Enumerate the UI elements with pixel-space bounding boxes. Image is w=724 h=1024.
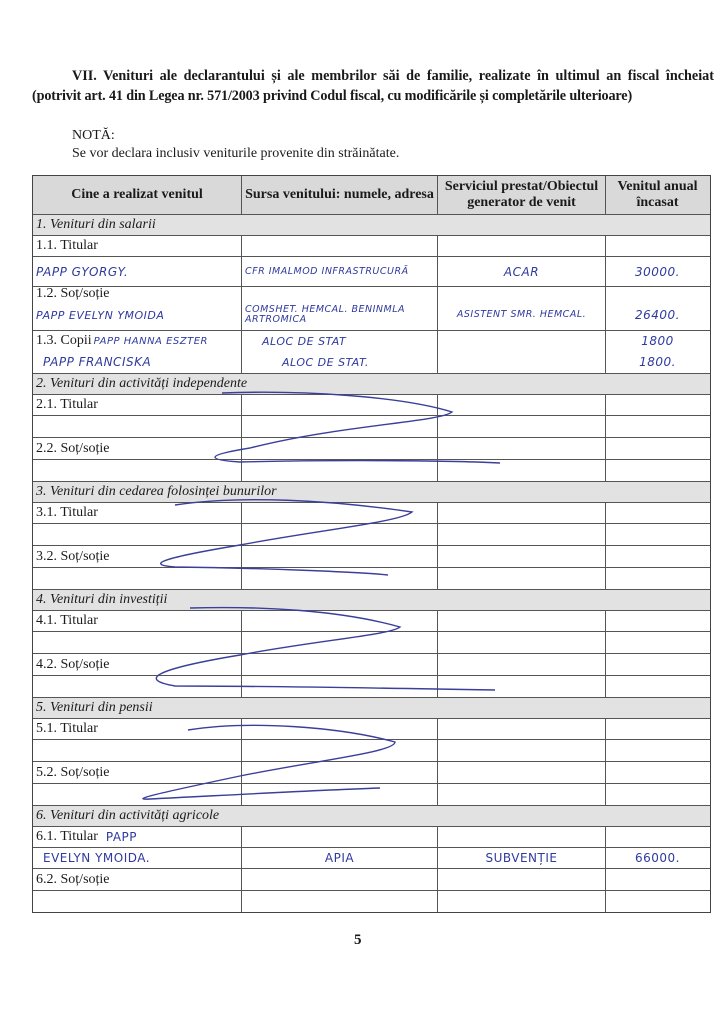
header-amount: Venitul anual încasat [605, 176, 709, 214]
table-row [33, 502, 710, 523]
table-row [33, 394, 710, 415]
section-title-agricultural: 6. Venituri din activități agricole [33, 805, 710, 826]
table-row [33, 286, 710, 300]
row-label: 6.2. Soț/soție [36, 871, 110, 887]
table-row [33, 567, 710, 589]
child-1-source[interactable]: ALOC DE STAT [241, 331, 437, 351]
agri-service[interactable]: SUBVENȚIE [437, 848, 605, 868]
section-title-independent: 2. Venituri din activități independente [33, 373, 710, 394]
agri-titular-name-part1[interactable]: PAPP [105, 830, 138, 844]
table-row [33, 631, 710, 653]
table-row [33, 890, 710, 912]
table-row [33, 826, 710, 847]
table-row [33, 256, 710, 286]
section-title-property-use: 3. Venituri din cedarea folosinței bunurilor [33, 481, 710, 502]
header-service: Serviciul prestat/Obiectul generator de venit [437, 176, 605, 214]
child-1-amount[interactable]: 1800 [605, 331, 709, 351]
table-row [33, 523, 710, 545]
child-2-source[interactable]: ALOC DE STAT. [241, 351, 437, 373]
table-row [33, 415, 710, 437]
table-row [33, 675, 710, 697]
section-title-investments: 4. Venituri din investiții [33, 589, 710, 610]
row-label: 5.2. Soț/soție [36, 764, 110, 780]
table-row [33, 739, 710, 761]
row-label: 4.2. Soț/soție [36, 656, 110, 672]
agri-amount[interactable]: 66000. [605, 848, 709, 868]
section-heading [32, 66, 714, 106]
child-1-name[interactable]: PAPP HANNA ESZTER [93, 335, 208, 347]
spouse-source[interactable]: COMSHET. HEMCAL. BENINMLA ARTROMICA [241, 300, 437, 330]
table-row [33, 351, 710, 373]
section-title-salaries: 1. Venituri din salarii [33, 214, 710, 235]
titular-service[interactable]: ACAR [437, 257, 605, 286]
row-label: 3.1. Titular [36, 505, 98, 520]
row-label: 6.1. Titular [36, 829, 98, 844]
header-source: Sursa venitului: numele, adresa [241, 176, 437, 214]
heading-line-2: (potrivit art. 41 din Legea nr. 571/2003 privind Codul fiscal, cu modificările și completările ulterioare) [32, 88, 633, 104]
row-label: 5.1. Titular [36, 721, 98, 736]
row-label: 1.1. Titular [36, 238, 98, 253]
row-label: 3.2. Soț/soție [36, 548, 110, 564]
row-label: 2.2. Soț/soție [36, 440, 110, 456]
spouse-name[interactable]: PAPP EVELYN YMOIDA [36, 308, 165, 322]
table-row [33, 718, 710, 739]
table-row [33, 545, 710, 567]
page-number: 5 [354, 932, 362, 948]
spouse-amount[interactable]: 26400. [605, 300, 709, 330]
spouse-service[interactable]: ASISTENT SMR. HEMCAL. [437, 300, 605, 330]
table-row [33, 610, 710, 631]
note-label: NOTĂ: [72, 128, 115, 143]
table-row [33, 761, 710, 783]
table-row [33, 783, 710, 805]
table-row [33, 330, 710, 351]
table-row [33, 300, 710, 330]
child-2-name[interactable]: PAPP FRANCISKA [43, 355, 152, 369]
table-row [33, 235, 710, 256]
table-header [33, 176, 710, 214]
table-row [33, 847, 710, 868]
row-label: 2.1. Titular [36, 397, 98, 412]
titular-amount[interactable]: 30000. [605, 257, 709, 286]
income-table [32, 175, 711, 913]
heading-line-1: VII. Venituri ale declarantului și ale membrilor săi de familie, realizate în ultimul an fiscal încheiat [72, 68, 714, 84]
row-label: 1.3. Copii [36, 333, 92, 348]
table-row [33, 653, 710, 675]
table-row [33, 868, 710, 890]
note-text: Se vor declara inclusiv veniturile provenite din străinătate. [72, 146, 400, 161]
row-label: 1.2. Soț/soție [36, 285, 110, 301]
titular-source[interactable]: CFR IMALMOD INFRASTRUCURĂ [241, 257, 437, 286]
table-row [33, 437, 710, 459]
table-row [33, 459, 710, 481]
section-title-pensions: 5. Venituri din pensii [33, 697, 710, 718]
row-label: 4.1. Titular [36, 613, 98, 628]
agri-source[interactable]: APIA [241, 848, 437, 868]
agri-titular-name[interactable]: EVELYN YMOIDA. [43, 851, 151, 865]
titular-name[interactable]: PAPP GYORGY. [36, 264, 129, 279]
child-2-amount[interactable]: 1800. [605, 351, 709, 373]
header-who: Cine a realizat venitul [71, 187, 203, 202]
